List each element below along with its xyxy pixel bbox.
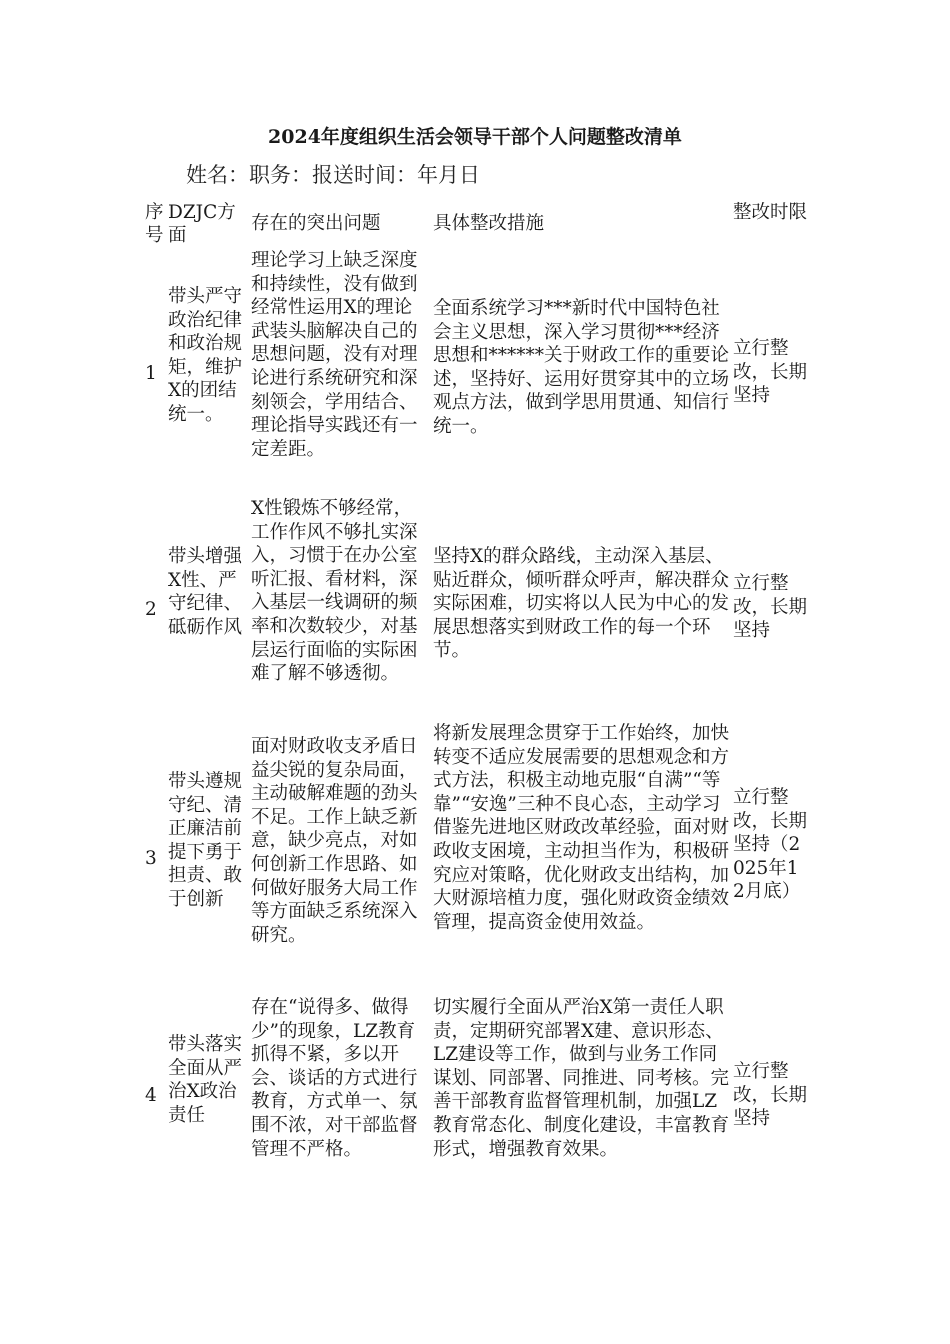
table-row-2-measures: 坚持X的群众路线，主动深入基层、贴近群众，倾听群众呼声，解决群众实际困难，切实将以人民为中心的发展思想落实到财政工作的每一个环节。 (433, 546, 730, 662)
table-row-3-deadline: 立行整改，长期坚持（2025年12月底） (733, 787, 808, 903)
document-title: 2024年度组织生活会领导干部个人问题整改清单 (268, 126, 682, 148)
table-row-3-measures: 将新发展理念贯穿于工作始终，加快转变不适应发展需要的思想观念和方式方法，积极主动地克服“自满”“等靠”“安逸”三种不良心态，主动学习借鉴先进地区财政改革经验，面对财政收支困境，主动担当作为，积极研究应对策略，优化财政支出结构，加大财源培植力度，强化财政资金绩效管理，提高资金使用效益。 (433, 723, 730, 933)
header-deadline: 整改时限 (733, 202, 808, 223)
header-problem: 存在的突出问题 (251, 213, 381, 234)
header-seq: 序号 (145, 202, 164, 246)
table-row-1-number: 1 (145, 363, 157, 384)
table-row-3-aspect: 带头遵规守纪、清正廉洁前提下勇于担责、敢于创新 (168, 771, 243, 910)
table-row-4-deadline: 立行整改，长期坚持 (733, 1061, 808, 1130)
table-row-4-number: 4 (145, 1085, 157, 1106)
table-row-2-aspect: 带头增强X性、严守纪律、砥砺作风 (168, 546, 243, 638)
table-row-1-measures: 全面系统学习***新时代中国特色社会主义思想，深入学习贯彻***经济思想和******关于财政工作的重要论述，坚持好、运用好贯穿其中的立场观点方法，做到学思用贯通、知信行统一。 (433, 298, 730, 437)
header-measures: 具体整改措施 (433, 213, 545, 234)
table-row-2-deadline: 立行整改，长期坚持 (733, 573, 808, 642)
table-row-2-number: 2 (145, 599, 157, 620)
table-row-1-deadline: 立行整改，长期坚持 (733, 338, 808, 407)
document-meta-line: 姓名：职务：报送时间：年月日 (186, 163, 480, 187)
table-row-4-measures: 切实履行全面从严治X第一责任人职责，定期研究部署X建、意识形态、LZ建设等工作，做到与业务工作同谋划、同部署、同推进、同考核。完善干部教育监督管理机制，加强LZ教育常态化、制度化建设，丰富教育形式，增强教育效果。 (433, 997, 730, 1160)
table-row-4-problem: 存在“说得多、做得少”的现象，LZ教育抓得不紧，多以开会、谈话的方式进行教育，方式单一、氛围不浓，对干部监督管理不严格。 (251, 997, 418, 1160)
table-row-3-number: 3 (145, 848, 157, 869)
table-row-3-problem: 面对财政收支矛盾日益尖锐的复杂局面，主动破解难题的劲头不足。工作上缺乏新意，缺少亮点，对如何创新工作思路、如何做好服务大局工作等方面缺乏系统深入研究。 (251, 736, 418, 946)
table-row-1-problem: 理论学习上缺乏深度和持续性，没有做到经常性运用X的理论武装头脑解决自己的思想问题，没有对理论进行系统研究和深刻领会，学用结合、理论指导实践还有一定差距。 (251, 250, 418, 460)
header-aspect: DZJC方面 (168, 202, 236, 246)
table-row-2-problem: X性锻炼不够经常，工作作风不够扎实深入，习惯于在办公室听汇报、看材料，深入基层一线调研的频率和次数较少，对基层运行面临的实际困难了解不够透彻。 (251, 498, 418, 685)
table-row-1-aspect: 带头严守政治纪律和政治规矩，维护X的团结统一。 (168, 286, 243, 425)
table-row-4-aspect: 带头落实全面从严治X政治责任 (168, 1034, 243, 1126)
